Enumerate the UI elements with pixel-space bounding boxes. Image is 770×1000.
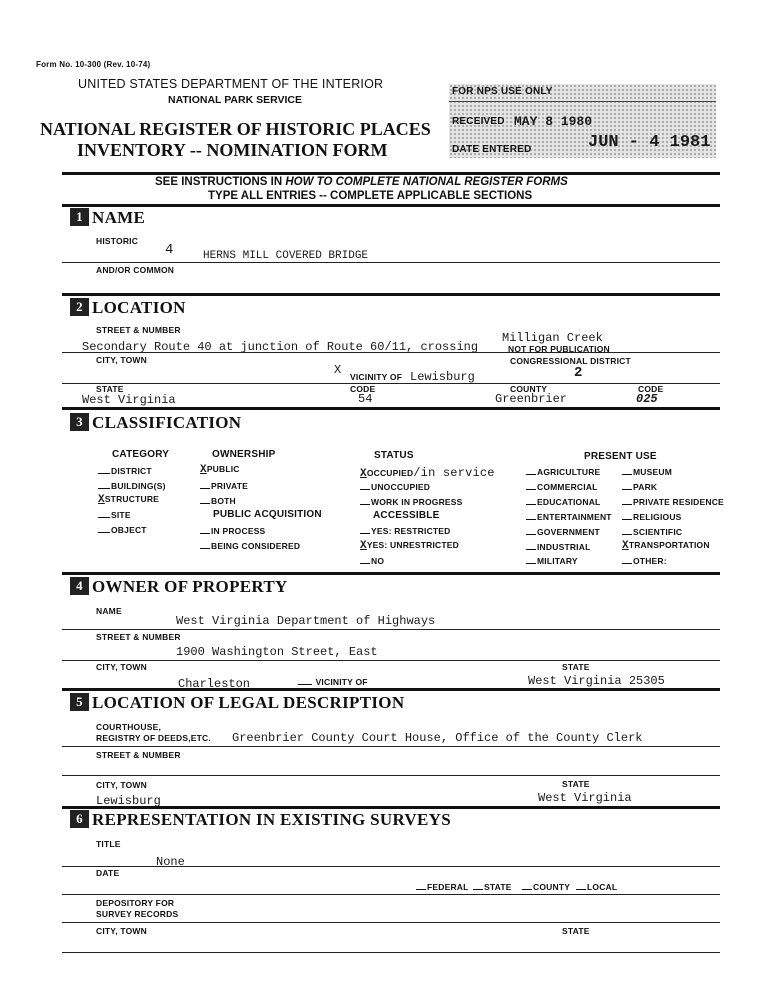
date-entered-value: JUN - 4 1981 [588,133,711,152]
use-scientific: SCIENTIFIC [622,527,682,537]
ownership-heading: OWNERSHIP [212,449,276,460]
owner-name-rule [62,629,720,630]
category-district: DISTRICT [98,466,152,476]
depository-label-1: DEPOSITORY FOR [96,898,175,908]
instructions-rule [62,204,720,207]
survey-date-label: DATE [96,868,120,878]
historic-number: 4 [165,242,174,258]
acquisition-in-process: IN PROCESS [200,526,265,536]
depository-label-2: SURVEY RECORDS [96,909,179,919]
survey-city-rule [62,952,720,953]
category-object: OBJECT [98,525,147,535]
form-title-line1: NATIONAL REGISTER OF HISTORIC PLACES [40,119,431,139]
survey-state-label: STATE [562,926,590,936]
legal-street-label: STREET & NUMBER [96,750,181,760]
legal-city-value: Lewisburg [96,794,161,808]
section-2-rule [62,407,720,410]
owner-name-value: West Virginia Department of Highways [176,614,436,628]
status-occupied: XOCCUPIED/in service [360,466,495,480]
section-4-heading: 4 OWNER OF PROPERTY [70,577,288,597]
vicinity-check: X [334,363,342,377]
use-museum: MUSEUM [622,467,672,477]
category-structure: XSTRUCTURE [98,494,160,506]
legal-state-value: West Virginia [538,791,632,805]
section-3-heading: 3 CLASSIFICATION [70,413,241,433]
nps-box-divider [449,101,716,102]
category-heading: CATEGORY [112,449,170,460]
owner-name-label: NAME [96,606,122,616]
legal-city-label: CITY, TOWN [96,780,147,790]
depository-rule [62,922,720,923]
section-1-heading: 1 NAME [70,208,145,228]
survey-local: LOCAL [576,882,617,892]
ownership-public: XPUBLIC [200,464,240,476]
section-3-rule [62,572,720,575]
legal-street-rule [62,775,720,776]
use-commercial: COMMERCIAL [526,482,598,492]
date-entered-label: DATE ENTERED [452,144,532,155]
survey-title-rule [62,866,720,867]
use-entertainment: ENTERTAINMENT [526,512,612,522]
use-transportation: XTRANSPORTATION [622,540,710,552]
location-street-value: Secondary Route 40 at junction of Route 60/11, crossing [82,340,479,354]
section-6-heading: 6 REPRESENTATION IN EXISTING SURVEYS [70,810,451,830]
use-government: GOVERNMENT [526,527,600,537]
accessible-no: NO [360,556,384,566]
received-label: RECEIVED [452,116,505,127]
owner-vicinity-label: VICINITY OF [298,677,368,687]
owner-street-label: STREET & NUMBER [96,632,181,642]
use-park: PARK [622,482,657,492]
section-1-rule [62,293,720,296]
accessible-restricted: YES: RESTRICTED [360,526,451,536]
received-date: MAY 8 1980 [514,114,593,129]
not-for-publication-label: NOT FOR PUBLICATION [508,344,610,354]
use-industrial: INDUSTRIAL [526,542,590,552]
ownership-both: BOTH [200,496,236,506]
owner-state-label: STATE [562,662,590,672]
accessible-heading: ACCESSIBLE [373,510,440,521]
use-agriculture: AGRICULTURE [526,467,600,477]
section-2-heading: 2 LOCATION [70,298,186,318]
courthouse-label-1: COURTHOUSE, [96,722,162,732]
use-religious: RELIGIOUS [622,512,682,522]
nps-box-label: FOR NPS USE ONLY [452,86,553,97]
owner-city-value: Charleston [178,677,251,691]
section-5-rule [62,806,720,809]
location-street-label: STREET & NUMBER [96,325,181,335]
form-title-line2: INVENTORY -- NOMINATION FORM [77,140,388,160]
top-rule [62,172,720,175]
county-code-label: CODE [638,384,664,394]
owner-city-label: CITY, TOWN [96,662,147,672]
state-label: STATE [96,384,124,394]
survey-state: STATE [473,882,512,892]
survey-county: COUNTY [522,882,570,892]
survey-title-label: TITLE [96,839,121,849]
vicinity-value: Lewisburg [410,370,475,384]
historic-name-value: HERNS MILL COVERED BRIDGE [203,250,369,262]
county-value: Greenbrier [495,392,568,406]
instructions-line1: SEE INSTRUCTIONS IN HOW TO COMPLETE NATIONAL REGISTER FORMS [155,176,568,188]
location-city-rule [62,383,720,384]
owner-street-value: 1900 Washington Street, East [176,645,378,659]
ownership-private: PRIVATE [200,481,248,491]
category-building: BUILDING(S) [98,481,166,491]
status-heading: STATUS [374,450,414,461]
acquisition-being-considered: BEING CONSIDERED [200,541,300,551]
status-unoccupied: UNOCCUPIED [360,482,430,492]
use-other: OTHER: [622,556,667,566]
county-label: COUNTY [510,384,548,394]
creek-value: Milligan Creek [502,331,603,345]
service-heading: NATIONAL PARK SERVICE [168,94,302,106]
section-5-heading: 5 LOCATION OF LEGAL DESCRIPTION [70,693,404,713]
historic-label: HISTORIC [96,236,139,246]
courthouse-label-2: REGISTRY OF DEEDS,ETC. [96,733,211,743]
category-site: SITE [98,510,131,520]
historic-rule [62,262,720,263]
code-label: CODE [350,384,376,394]
use-private-residence: PRIVATE RESIDENCE [622,497,724,507]
congressional-district-label: CONGRESSIONAL DISTRICT [510,356,631,366]
survey-federal: FEDERAL [416,882,469,892]
vicinity-label: VICINITY OF [350,372,403,382]
use-military: MILITARY [526,556,578,566]
location-street-rule [62,352,720,353]
public-acquisition-heading: PUBLIC ACQUISITION [213,509,322,520]
use-educational: EDUCATIONAL [526,497,600,507]
form-number: Form No. 10-300 (Rev. 10-74) [36,60,151,69]
survey-title-value: None [156,855,185,869]
courthouse-rule [62,746,720,747]
owner-state-value: West Virginia 25305 [528,674,665,688]
owner-street-rule [62,660,720,661]
county-code-value: 025 [636,392,658,406]
section-4-rule [62,688,720,691]
instructions-line2: TYPE ALL ENTRIES -- COMPLETE APPLICABLE SECTIONS [208,190,533,202]
state-value: West Virginia [82,393,176,407]
survey-date-rule [62,894,720,895]
present-use-heading: PRESENT USE [584,451,657,462]
accessible-unrestricted: XYES: UNRESTRICTED [360,540,459,552]
district-value: 2 [574,365,583,381]
survey-city-label: CITY, TOWN [96,926,147,936]
courthouse-value: Greenbrier County Court House, Office of the County Clerk [232,731,643,745]
common-name-label: AND/OR COMMON [96,265,175,275]
location-city-label: CITY, TOWN [96,355,147,365]
legal-state-label: STATE [562,779,590,789]
state-code-value: 54 [358,392,373,406]
department-heading: UNITED STATES DEPARTMENT OF THE INTERIOR [78,77,384,91]
status-work-in-progress: WORK IN PROGRESS [360,497,463,507]
